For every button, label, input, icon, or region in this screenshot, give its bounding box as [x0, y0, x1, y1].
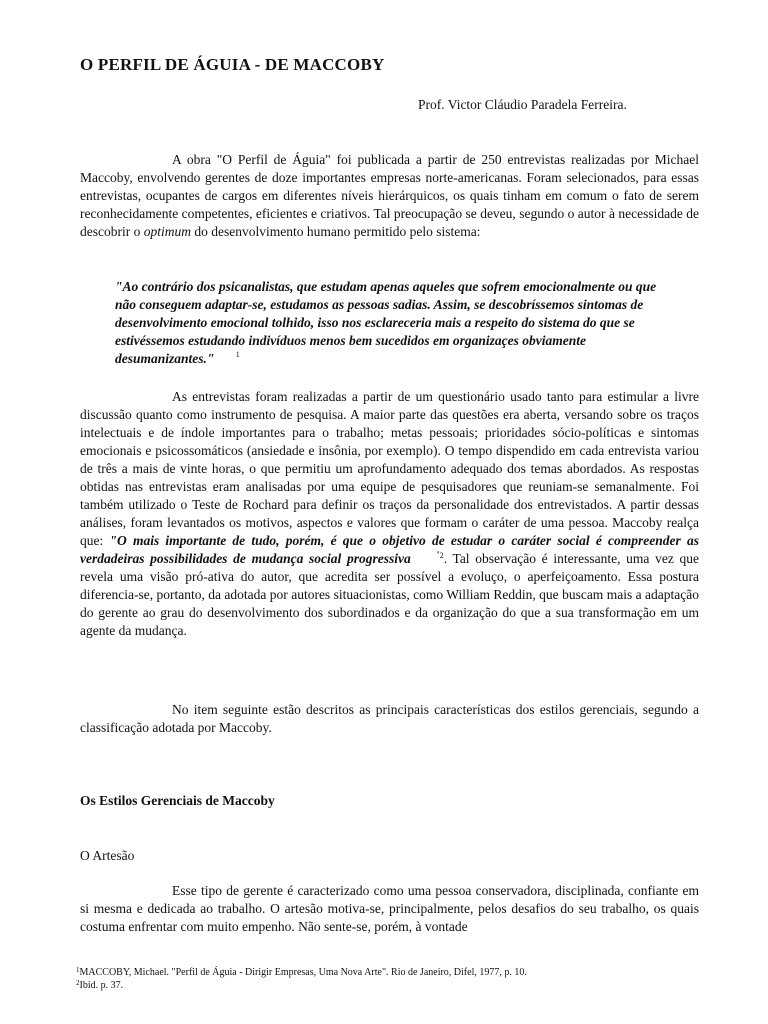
optimum-term: optimum: [143, 224, 191, 239]
paragraph-interviews-text-end: . Tal observação é interessante, uma vez que revela uma visão pró-ativa do autor, que acredita ser possível a evoluço, o aperfeiçoamento. Essa postura diferencia-se, portanto, da adotada por autores situacionistas, como William Reddin, que buscam mais a adaptação do gerente ao grau do desenvolvimento dos subordinados e da organização do que a sua transformação em um agente da mudança.: [80, 551, 700, 638]
footnote-1-text: MACCOBY, Michael. "Perfil de Águia - Dirigir Empresas, Uma Nova Arte". Rio de Janeiro, Difel, 1977, p. 10.: [79, 967, 527, 978]
paragraph-artesao: Esse tipo de gerente é caracterizado como uma pessoa conservadora, disciplinada, confiante em si mesma e dedicada ao trabalho. O artesão motiva-se, principalmente, pelos desafios do seu trabalho, os quais costuma enfrentar com muito empenho. Não sente-se, porém, à vontade: [80, 883, 699, 934]
subsection-heading: O Artesão: [80, 848, 135, 863]
section-heading: Os Estilos Gerenciais de Maccoby: [80, 793, 275, 808]
paragraph-intro-text: A obra "O Perfil de Águia" foi publicada a partir de 250 entrevistas realizadas por Michael Maccoby, envolvendo gerentes de doze importantes empresas norte-americanas. Foram selecionados, para essas entrevistas, ocupantes de cargos em diferentes níveis hierárquicos, os quais tinham em comum o fato de serem reconhecidamente competentes, eficientes e criativos. Tal preocupação se deveu, segundo o autor à necessidade de descobrir o: [80, 152, 699, 239]
document-title: O PERFIL DE ÁGUIA - DE MACCOBY: [80, 55, 385, 74]
inline-quote: "O mais importante de tudo, porém, é que o objetivo de estudar o caráter social é compreender as verdadeiras possibilidades de mudança social progressiva: [80, 533, 700, 566]
paragraph-next-item: No item seguinte estão descritos as principais características dos estilos gerenciais, segundo a classificação adotada por Maccoby.: [80, 702, 699, 735]
block-quote: [115, 278, 675, 368]
footnotes: [76, 966, 716, 992]
footnote-ref-1: 1: [235, 350, 240, 359]
footnote-2: [76, 979, 716, 992]
inline-quote-close: ": [436, 550, 440, 559]
block-quote-text: "Ao contrário dos psicanalistas, que estudam apenas aqueles que sofrem emocionalmente ou que não conseguem adaptar-se, estudamos as pessoas sadias. Assim, se descobríssemos sintomas de desenvolvimento emocional tolhido, isso nos esclareceria mais a respeito do sistema do que se estivéssemos estudando indivíduos menos bem sucedidos em organizaçes obviamente desumanizantes.": [115, 279, 657, 366]
footnote-1-mark: 1: [76, 966, 80, 974]
footnote-ref-2: 2: [439, 551, 444, 560]
footnote-2-text: Ibid. p. 37.: [79, 980, 124, 991]
paragraph-interviews-text: As entrevistas foram realizadas a partir de um questionário usado tanto para estimular a livre discussão quanto como instrumento de pesquisa. A maior parte das questões era aberta, versando sobre os traços intelectuais e de índole importantes para o trabalho; metas pessoais; prioridades sócio-políticas e sintomas emocionais e psicossomáticos (ansiedade e insônia, por exemplo). O tempo dispendido em cada entrevista variou de três a mais de vinte horas, o que permitiu um aprofundamento adequado dos temas abordados. As respostas obtidas nas entrevistas eram analisadas por uma equipe de pesquisadores que reuniam-se semanalmente. Foi também utilizado o Teste de Rochard para definir os traços da personalidade dos entrevistados. A partir dessas análises, foram levantados os motivos, aspectos e valores que formam o caráter de uma pessoa. Maccoby realça que:: [80, 389, 699, 548]
footnote-2-mark: 2: [76, 979, 80, 987]
footnote-1: [76, 966, 716, 979]
paragraph-interviews: [80, 388, 699, 640]
paragraph-intro-text-end: do desenvolvimento humano permitido pelo sistema:: [194, 224, 481, 239]
paragraph-intro: [80, 151, 699, 241]
author-line: Prof. Victor Cláudio Paradela Ferreira.: [418, 97, 627, 112]
